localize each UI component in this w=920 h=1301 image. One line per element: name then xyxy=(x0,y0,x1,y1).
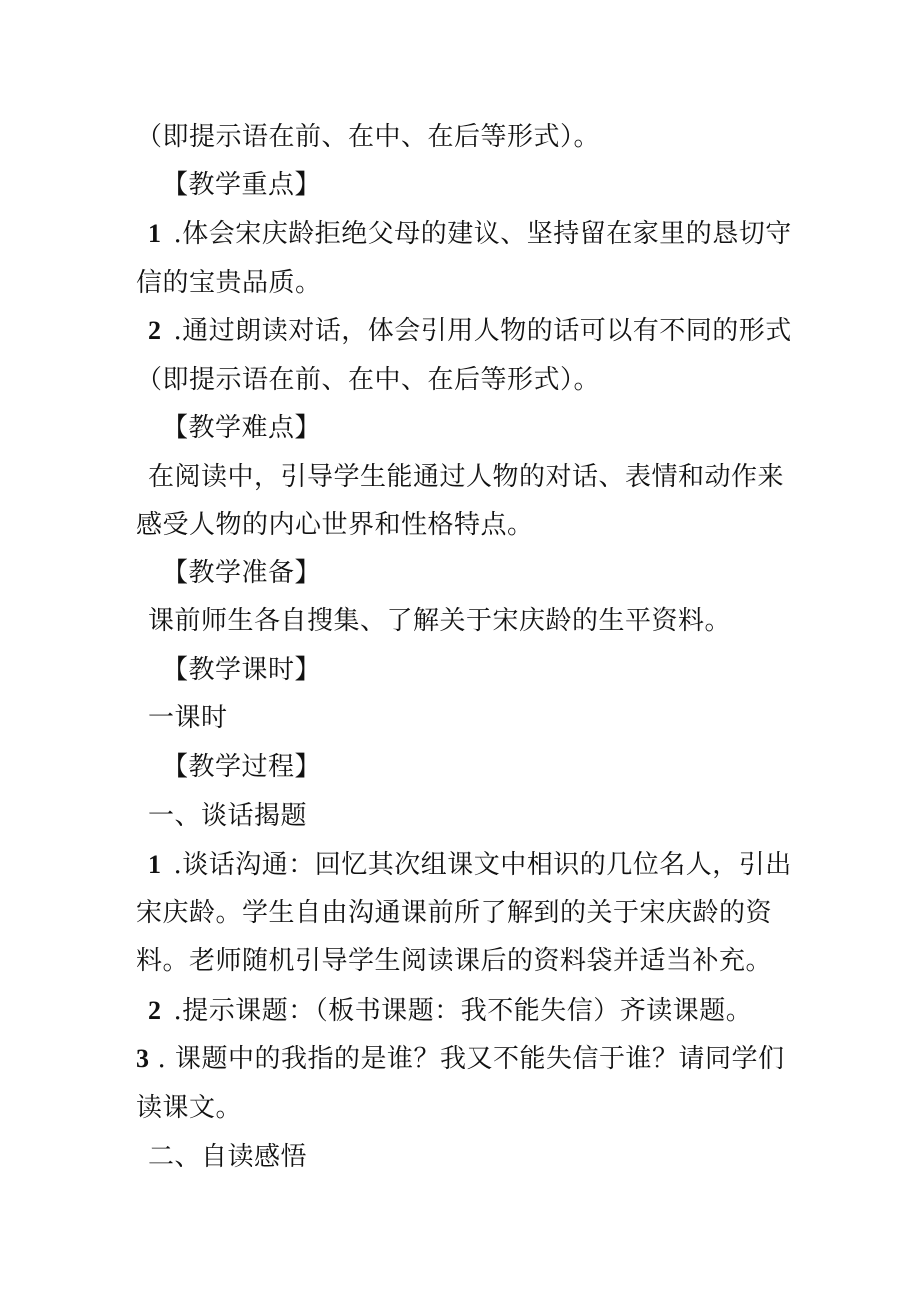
subsection-heading: 一、谈话揭题 xyxy=(148,801,308,831)
text-line: 一课时 xyxy=(148,703,228,733)
text-line: （即提示语在前、在中、在后等形式）。 xyxy=(136,122,601,152)
text-line: 信的宝贵品质。 xyxy=(136,268,322,298)
text-line: 1 .体会宋庆龄拒绝父母的建议、坚持留在家里的恳切守 xyxy=(148,219,792,249)
text-line: 料。老师随机引导学生阅读课后的资料袋并适当补充。 xyxy=(136,946,773,976)
text-line: 2 .通过朗读对话，体会引用人物的话可以有不同的形式 xyxy=(148,316,792,346)
section-heading: 【教学重点】 xyxy=(162,170,322,200)
text-line: 3 . 课题中的我指的是谁？我又不能失信于谁？请同学们 xyxy=(136,1044,785,1074)
section-heading: 【教学过程】 xyxy=(162,752,322,782)
section-heading: 【教学课时】 xyxy=(162,655,322,685)
text-line: 感受人物的内心世界和性格特点。 xyxy=(136,510,534,540)
section-heading: 【教学难点】 xyxy=(162,413,322,443)
section-heading: 【教学准备】 xyxy=(162,558,322,588)
text-line: 课前师生各自搜集、了解关于宋庆龄的生平资料。 xyxy=(148,606,732,636)
text-line: 读课文。 xyxy=(136,1093,243,1123)
text-line: （即提示语在前、在中、在后等形式）。 xyxy=(136,365,601,395)
subsection-heading: 二、自读感悟 xyxy=(148,1142,308,1172)
text-line: 2 .提示课题：（板书课题：我不能失信）齐读课题。 xyxy=(148,996,753,1026)
text-line: 宋庆龄。学生自由沟通课前所了解到的关于宋庆龄的资 xyxy=(136,898,773,928)
text-line: 在阅读中，引导学生能通过人物的对话、表情和动作来 xyxy=(148,462,785,492)
text-line: 1 .谈话沟通：回忆其次组课文中相识的几位名人，引出 xyxy=(148,850,792,880)
